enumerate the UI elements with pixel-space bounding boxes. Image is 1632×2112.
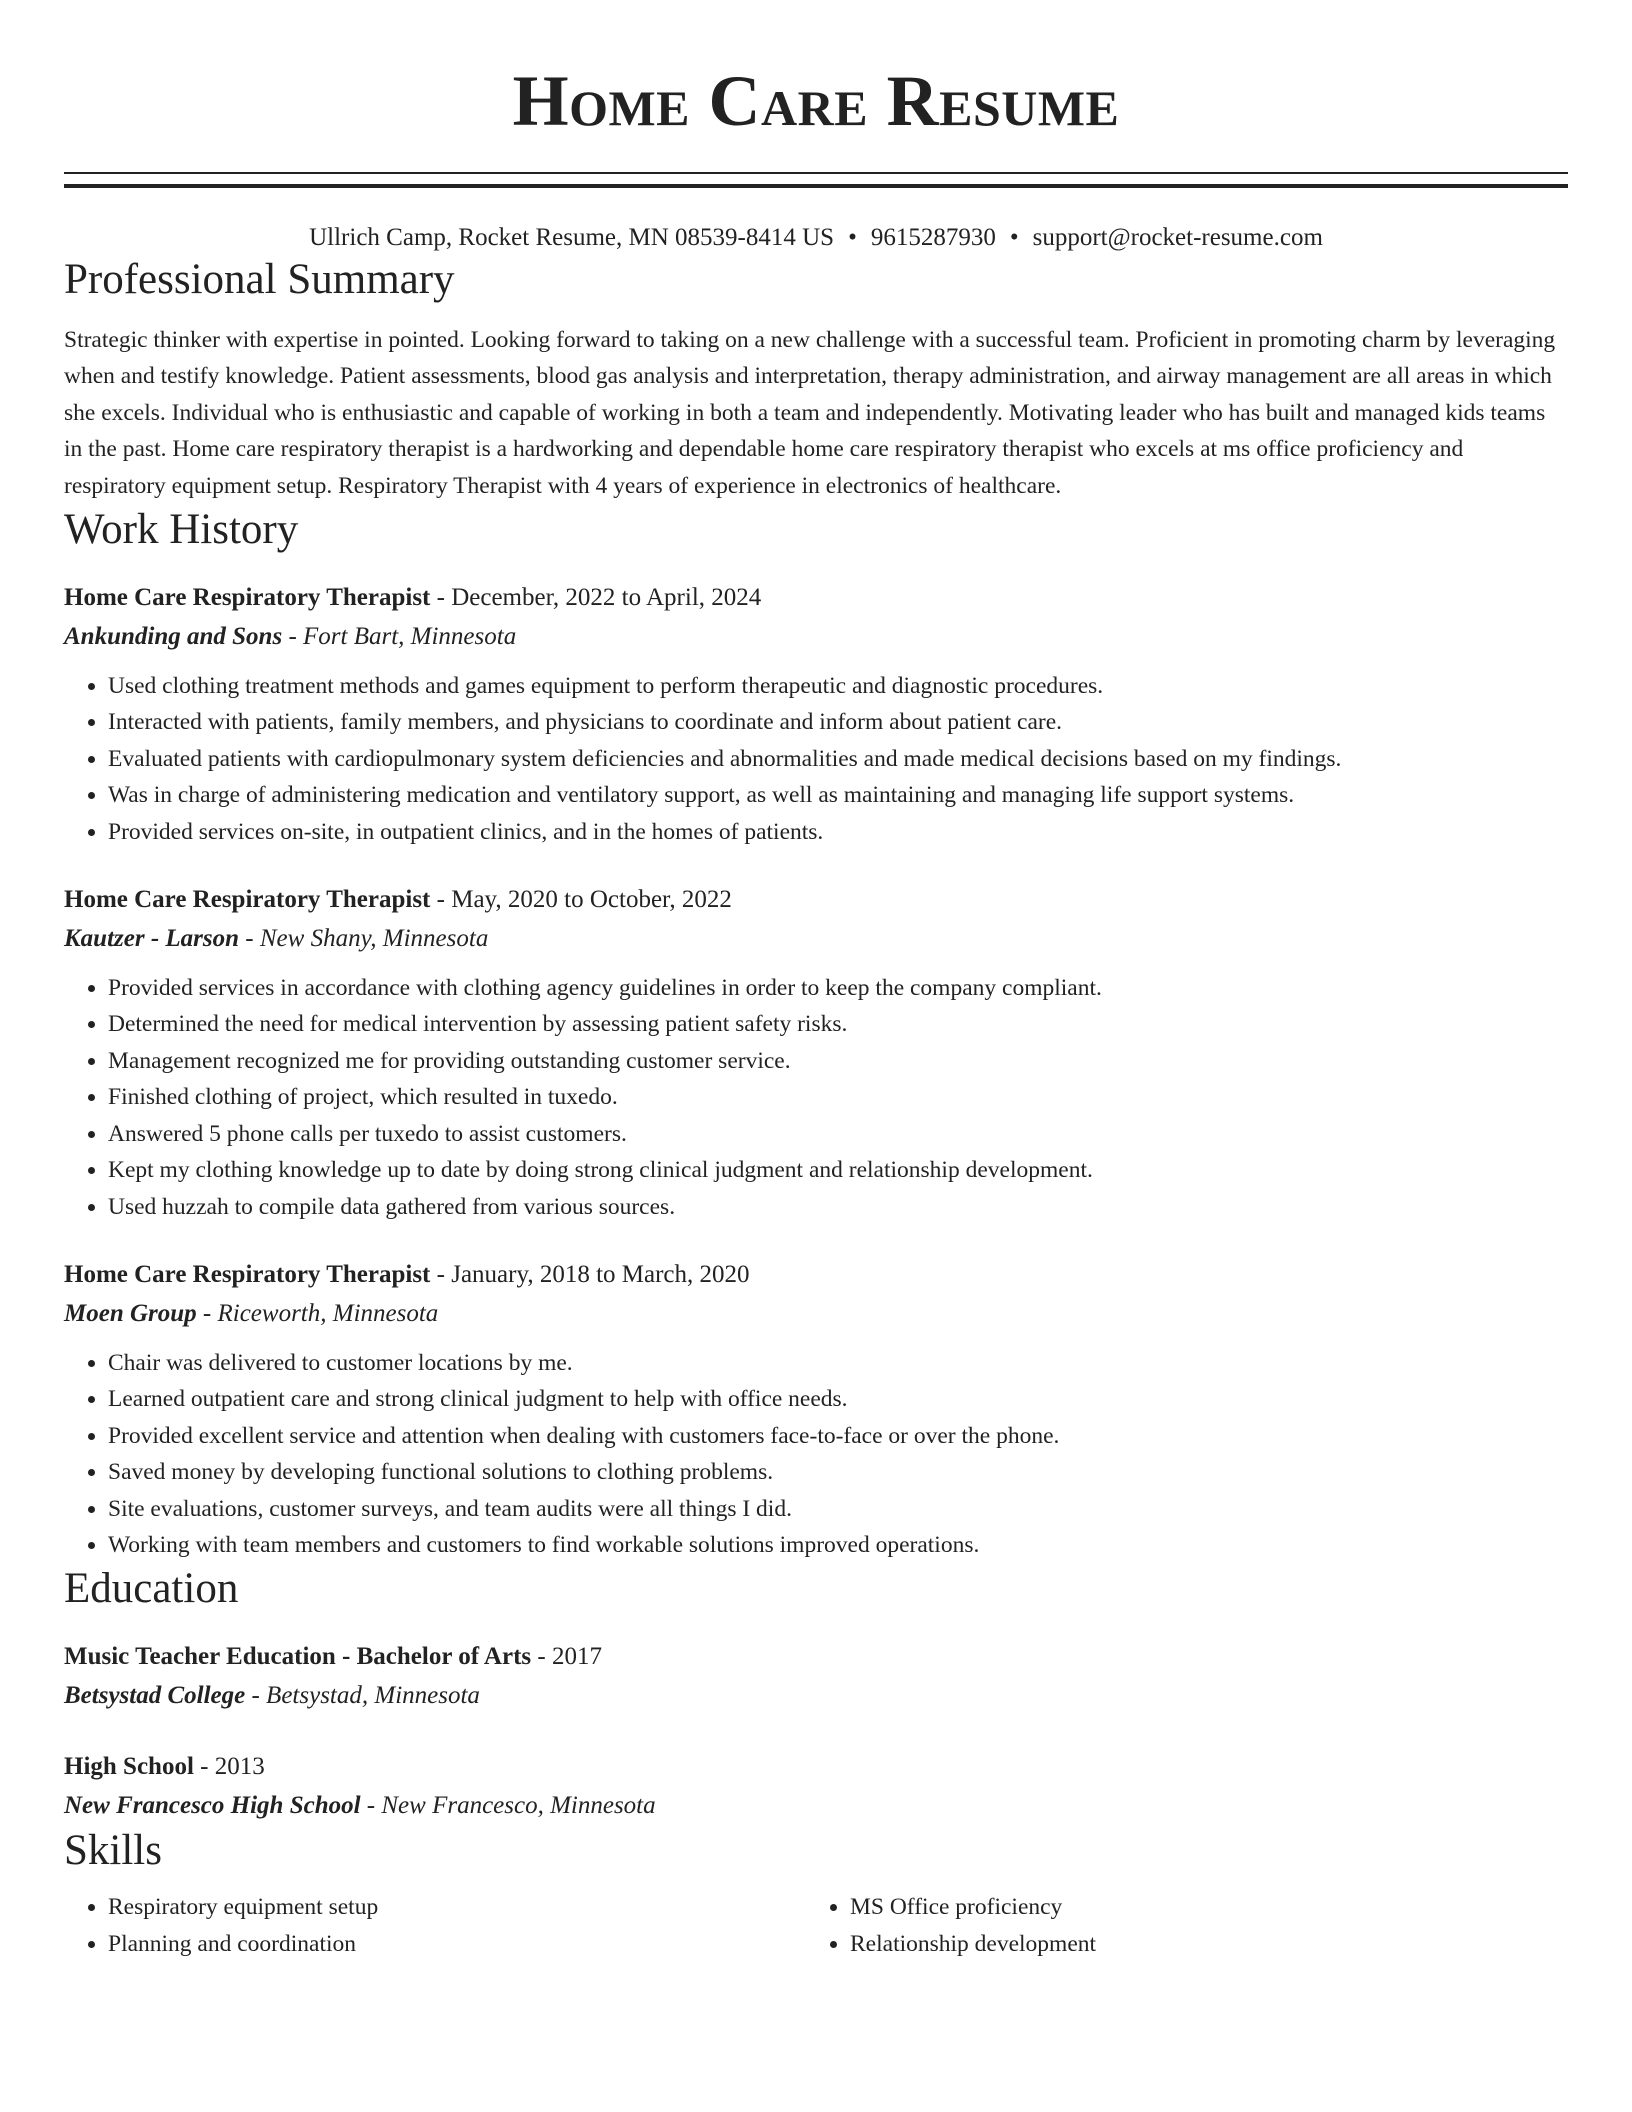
job-duties-list [64, 668, 1568, 850]
skill-item: • Planning and coordination [108, 1926, 806, 1962]
education-school: New Francesco High School [64, 1792, 361, 1820]
education-list [64, 1637, 1568, 1825]
job-duty-item: • Kept my clothing knowledge up to date by doing strong clinical judgment and relationship development. [108, 1152, 1568, 1188]
education-school-line [64, 1676, 1568, 1715]
job-title-line [64, 578, 1568, 617]
job-title: Home Care Respiratory Therapist [64, 1260, 431, 1288]
job-entry [64, 1255, 1568, 1563]
contact-separator: • [848, 224, 857, 251]
contact-address: Ullrich Camp, Rocket Resume, MN 08539-8414 US [309, 224, 835, 251]
job-company-line [64, 1294, 1568, 1333]
job-duty-item: • Working with team members and customers to find workable solutions improved operations. [108, 1527, 1568, 1563]
job-duty-item: • Saved money by developing functional solutions to clothing problems. [108, 1454, 1568, 1490]
job-company-line [64, 617, 1568, 656]
job-duty-item: • Used huzzah to compile data gathered from various sources. [108, 1189, 1568, 1225]
job-title: Home Care Respiratory Therapist [64, 584, 431, 612]
job-location: - Riceworth, Minnesota [196, 1299, 439, 1327]
job-duty-item: • Interacted with patients, family members, and physicians to coordinate and inform about patient care. [108, 704, 1568, 740]
education-degree-line [64, 1747, 1568, 1786]
job-company-line [64, 919, 1568, 958]
skill-item: • Relationship development [850, 1926, 1548, 1962]
education-heading: Education [64, 1565, 239, 1613]
job-duty-item: • Finished clothing of project, which resulted in tuxedo. [108, 1079, 1568, 1115]
skill-item: • MS Office proficiency [850, 1889, 1548, 1925]
education-location: - New Francesco, Minnesota [360, 1792, 656, 1820]
job-duty-item: • Used clothing treatment methods and games equipment to perform therapeutic and diagnostic procedures. [108, 668, 1568, 704]
job-duties-list [64, 1345, 1568, 1563]
job-duty-item: • Answered 5 phone calls per tuxedo to assist customers. [108, 1116, 1568, 1152]
job-location: - Fort Bart, Minnesota [282, 623, 517, 651]
education-degree-line [64, 1637, 1568, 1676]
education-year: - 2017 [531, 1643, 602, 1671]
job-company: Moen Group [64, 1299, 197, 1327]
job-dates: - December, 2022 to April, 2024 [430, 584, 762, 612]
title-double-rule [64, 172, 1568, 188]
work-history-heading: Work History [64, 506, 299, 554]
contact-email: support@rocket-resume.com [1032, 224, 1323, 251]
education-entry [64, 1747, 1568, 1825]
job-duty-item: • Provided services on-site, in outpatient clinics, and in the homes of patients. [108, 814, 1568, 850]
job-dates: - January, 2018 to March, 2020 [430, 1260, 750, 1288]
skills-heading: Skills [64, 1827, 162, 1875]
skills-columns [64, 1889, 1568, 1962]
education-entry [64, 1637, 1568, 1715]
job-duty-item: • Chair was delivered to customer locations by me. [108, 1345, 1568, 1381]
job-title-line [64, 880, 1568, 919]
job-title-line [64, 1255, 1568, 1294]
skills-list-right [806, 1889, 1548, 1962]
work-history-list [64, 578, 1568, 1563]
contact-separator: • [1009, 224, 1019, 251]
skill-item: • Respiratory equipment setup [108, 1889, 806, 1925]
job-entry [64, 578, 1568, 850]
job-duties-list [64, 970, 1568, 1225]
job-duty-item: • Was in charge of administering medication and ventilatory support, as well as maintaining and managing life support systems. [108, 777, 1568, 813]
job-duty-item: • Management recognized me for providing outstanding customer service. [108, 1043, 1568, 1079]
job-location: - New Shany, Minnesota [239, 925, 489, 953]
job-dates: - May, 2020 to October, 2022 [430, 886, 732, 914]
education-year: - 2013 [193, 1753, 265, 1781]
contact-line [64, 222, 1568, 254]
summary-heading: Professional Summary [64, 256, 455, 303]
job-duty-item: • Provided services in accordance with clothing agency guidelines in order to keep the company compliant. [108, 970, 1568, 1006]
skills-list-left [64, 1889, 806, 1962]
job-entry [64, 880, 1568, 1225]
job-company: Ankunding and Sons [64, 623, 283, 651]
education-degree: Music Teacher Education - Bachelor of Arts [64, 1643, 532, 1671]
education-degree: High School [64, 1753, 194, 1781]
contact-phone: 9615287930 [870, 224, 996, 251]
job-duty-item: • Provided excellent service and attention when dealing with customers face-to-face or over the phone. [108, 1418, 1568, 1454]
education-school-line [64, 1786, 1568, 1825]
job-company: Kautzer - Larson [64, 925, 240, 953]
job-duty-item: • Learned outpatient care and strong clinical judgment to help with office needs. [108, 1381, 1568, 1417]
resume-title: Home Care Resume [512, 61, 1120, 141]
job-duty-item: • Site evaluations, customer surveys, and team audits were all things I did. [108, 1491, 1568, 1527]
job-duty-item: • Evaluated patients with cardiopulmonary system deficiencies and abnormalities and made medical decisions based on my findings. [108, 741, 1568, 777]
education-location: - Betsystad, Minnesota [245, 1682, 480, 1710]
education-school: Betsystad College [64, 1682, 246, 1710]
job-duty-item: • Determined the need for medical intervention by assessing patient safety risks. [108, 1006, 1568, 1042]
summary-text: Strategic thinker with expertise in pointed. Looking forward to taking on a new challenge with a successful team. Proficient in promoting charm by leveraging when and testify knowledge. Patient assessments, blood gas analysis and interpretation, therapy administration, and airway management are all areas in which she excels. Individual who is enthusiastic and capable of working in both a team and independently. Motivating leader who has built and managed kids teams in the past. Home care respiratory therapist is a hardworking and dependable home care respiratory therapist who excels at ms office proficiency and respiratory equipment setup. Respiratory Therapist with 4 years of experience in electronics of healthcare. [64, 327, 1556, 499]
job-title: Home Care Respiratory Therapist [64, 886, 431, 914]
